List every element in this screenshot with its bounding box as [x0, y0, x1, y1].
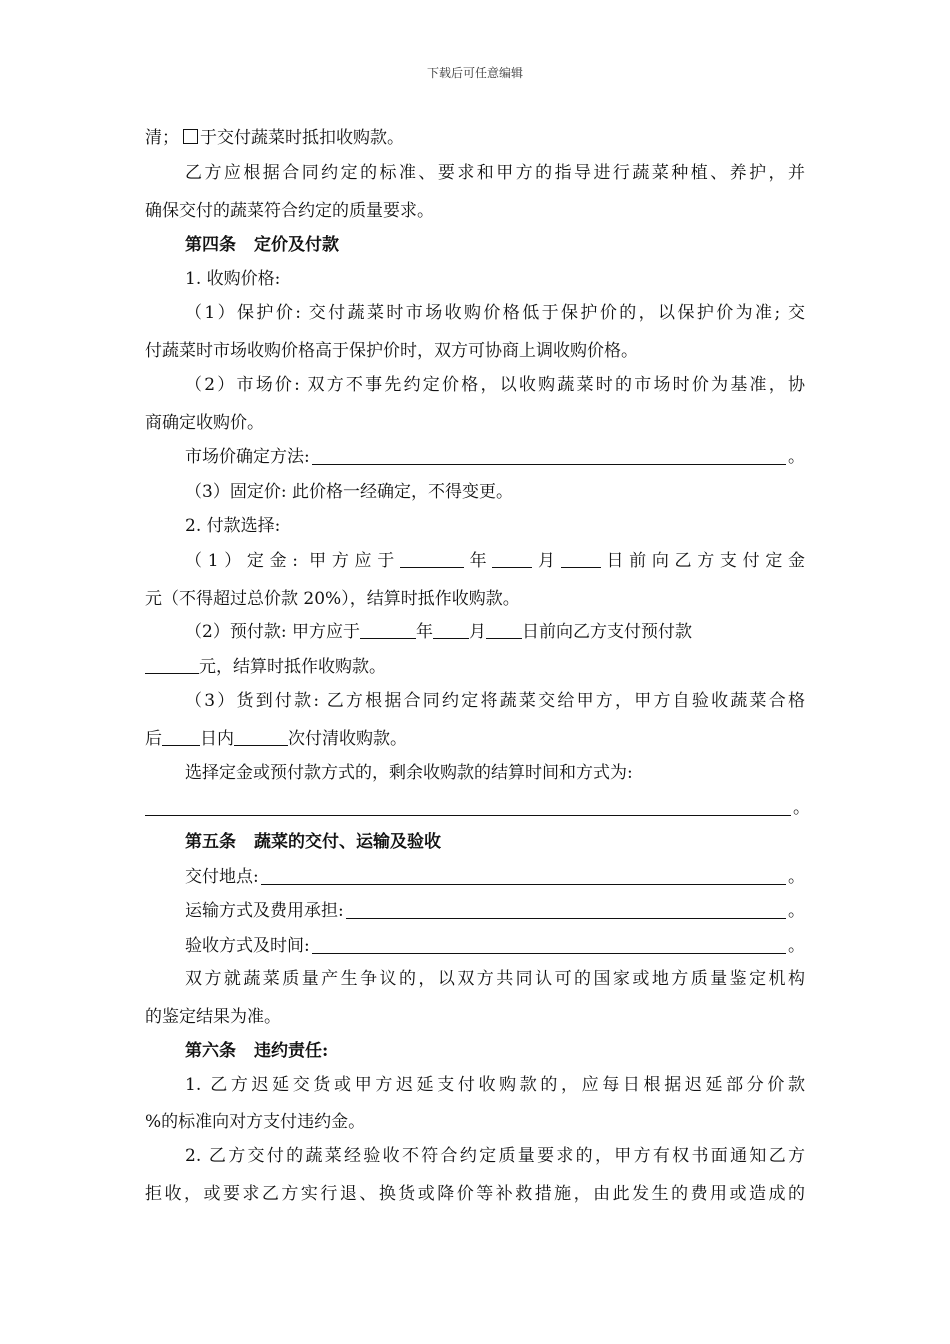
cod-line1: （3）货到付款: 乙方根据合同约定将蔬菜交给甲方，甲方自验收蔬菜合格	[185, 691, 805, 711]
market-price-line2: 商确定收购价。	[145, 413, 264, 433]
article-number: 第五条	[185, 832, 236, 852]
fill-blank[interactable]	[312, 448, 786, 465]
fill-blank[interactable]	[486, 622, 522, 639]
payment-title: 2. 付款选择:	[185, 516, 281, 536]
liability1-line2: %的标准向对方支付违约金。	[145, 1112, 366, 1132]
text-fragment: 月	[532, 551, 561, 571]
field-label: 运输方式及费用承担:	[185, 901, 344, 921]
liability2-line1: 2. 乙方交付的蔬菜经验收不符合约定质量要求的，甲方有权书面通知乙方	[185, 1146, 805, 1166]
fill-blank[interactable]	[561, 551, 601, 568]
paragraph-quality-line1: 乙方应根据合同约定的标准、要求和甲方的指导进行蔬菜种植、养护，并	[185, 163, 805, 183]
fill-blank[interactable]	[360, 622, 416, 639]
fill-blank[interactable]	[492, 551, 532, 568]
text-fragment: 次付清收购款。	[288, 729, 407, 749]
text-fragment: 后	[145, 729, 162, 749]
fill-blank[interactable]	[261, 868, 786, 885]
fixed-price: （3）固定价: 此价格一经确定，不得变更。	[185, 482, 513, 502]
text-fragment: 日前向乙方支付预付款	[521, 622, 692, 642]
deposit-line1	[185, 550, 805, 572]
market-method-row	[185, 446, 805, 468]
deposit-line2: 元（不得超过总价款 20%），结算时抵作收购款。	[145, 589, 520, 609]
prepay-line2	[145, 656, 805, 678]
text-fragment: 年	[415, 622, 433, 642]
market-price-line1: （2）市场价: 双方不事先约定价格，以收购蔬菜时的市场时价为基准，协	[185, 375, 805, 395]
text-fragment: 于交付蔬菜时抵扣收购款。	[200, 128, 404, 148]
field-label: 验收方式及时间:	[185, 936, 310, 956]
protect-price-line2: 付蔬菜时市场收购价格高于保护价时，双方可协商上调收购价格。	[145, 341, 638, 361]
settlement-text: 选择定金或预付款方式的，剩余收购款的结算时间和方式为:	[185, 763, 633, 783]
period: 。	[788, 936, 805, 956]
field-label: 交付地点:	[185, 867, 259, 887]
article-6-heading	[185, 1040, 805, 1062]
text-fragment: 日前向乙方支付定金	[600, 551, 806, 571]
article-title: 违约责任:	[254, 1041, 329, 1061]
transport-row	[185, 900, 805, 922]
inspection-row	[185, 935, 805, 957]
fill-blank[interactable]	[312, 937, 786, 954]
fill-blank[interactable]	[400, 551, 464, 568]
fill-blank[interactable]	[145, 799, 791, 816]
article-title: 定价及付款	[254, 235, 339, 255]
dispute-line1: 双方就蔬菜质量产生争议的，以双方共同认可的国家或地方质量鉴定机构	[185, 969, 805, 989]
cod-line2	[145, 728, 805, 750]
text-fragment: 日内	[200, 729, 234, 749]
fill-blank[interactable]	[162, 729, 200, 746]
text-fragment: （1）定金: 甲方应于	[185, 551, 400, 571]
article-title: 蔬菜的交付、运输及验收	[254, 832, 441, 852]
liability1-line1: 1. 乙方迟延交货或甲方迟延支付收购款的，应每日根据迟延部分价款	[185, 1075, 805, 1095]
text-fragment: （2）预付款: 甲方应于	[185, 622, 360, 642]
delivery-place-row	[185, 866, 805, 888]
checkbox[interactable]	[183, 129, 198, 144]
fill-blank[interactable]	[234, 729, 288, 746]
paragraph-quality-line2: 确保交付的蔬菜符合约定的质量要求。	[145, 201, 434, 221]
article-4-heading	[185, 234, 805, 256]
text-fragment: 清；	[145, 128, 179, 148]
price-title: 1. 收购价格:	[185, 269, 281, 289]
fill-blank[interactable]	[433, 622, 469, 639]
article-number: 第六条	[185, 1041, 236, 1061]
liability2-line2: 拒收，或要求乙方实行退、换货或降价等补救措施，由此发生的费用或造成的	[145, 1184, 805, 1204]
article-5-heading	[185, 831, 805, 853]
settlement-row	[145, 797, 810, 819]
text-fragment: 年	[463, 551, 493, 571]
period: 。	[788, 867, 805, 887]
field-label: 市场价确定方法:	[185, 447, 310, 467]
text-fragment: 月	[468, 622, 486, 642]
protect-price-line1: （1）保护价: 交付蔬菜时市场收购价格低于保护价的，以保护价为准; 交	[185, 303, 805, 323]
fill-blank[interactable]	[346, 902, 786, 919]
page-header: 下载后可任意编辑	[426, 66, 523, 80]
period: 。	[793, 798, 810, 818]
article-number: 第四条	[185, 235, 236, 255]
period: 。	[788, 447, 805, 467]
text-fragment: 元，结算时抵作收购款。	[199, 657, 386, 677]
fill-blank[interactable]	[145, 657, 199, 674]
clause-payment-offset	[145, 127, 805, 149]
period: 。	[788, 901, 805, 921]
prepay-line1	[185, 621, 805, 643]
dispute-line2: 的鉴定结果为准。	[145, 1007, 281, 1027]
